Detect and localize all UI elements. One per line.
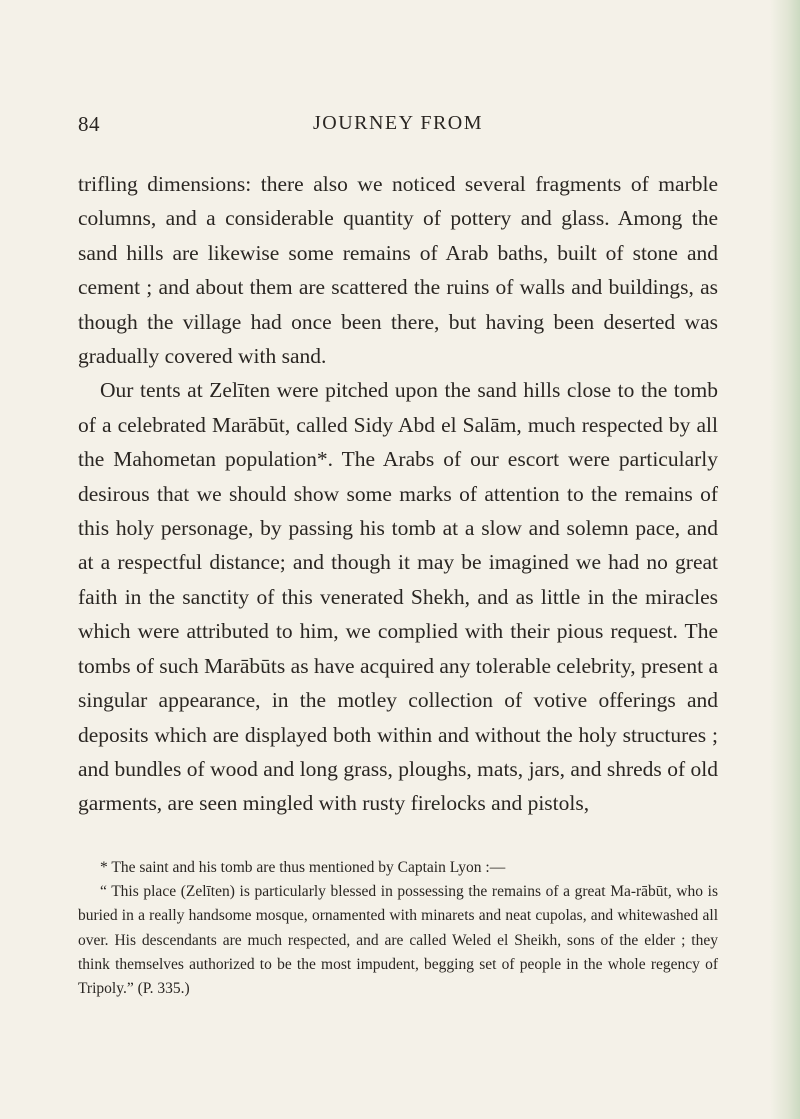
- paragraph-continued: trifling dimensions: there also we noticed several fragments of marble columns, and a considerable quantity of pottery and glass. Among the sand hills are likewise some remains of Arab baths, built of stone and cement ; and about them are scattered the ruins of walls and buildings, as though the village had once been there, but having been deserted was gradually covered with sand.: [78, 172, 718, 369]
- running-title: JOURNEY FROM: [312, 112, 484, 134]
- footnote-quote: “ This place (Zelīten) is particularly blessed in possessing the remains of a great Ma-rābūt, who is buried in a really handsome mosque, ornamented with minarets and neat cupolas, and whitewashed all over. His descendants are much respected, and are called Weled el Sheikh, sons of the elder ; they think themselves authorized to be the most impudent, begging set of people in the whole regency of Tripoly.” (P. 335.): [78, 883, 718, 998]
- page-number: 84: [78, 112, 100, 136]
- running-head: [78, 112, 718, 142]
- footnote: [78, 856, 718, 1001]
- footnote-intro: * The saint and his tomb are thus mentioned by Captain Lyon :—: [100, 859, 506, 876]
- main-text: [78, 167, 718, 821]
- paragraph-zeliten-tents: Our tents at Zelīten were pitched upon the sand hills close to the tomb of a celebrated Marābūt, called Sidy Abd el Salām, much respected by all the Mahometan population*. The Arabs of our escort were particularly desirous that we should show some marks of attention to the remains of this holy personage, by passing his tomb at a slow and solemn pace, and at a respectful distance; and though it may be imagined we had no great faith in the sanctity of this venerated Shekh, and as little in the miracles which were attributed to him, we complied with their pious request. The tombs of such Marābūts as have acquired any tolerable celebrity, present a singular appearance, in the motley collection of votive offerings and deposits which are displayed both within and without the holy structures ; and bundles of wood and long grass, ploughs, mats, jars, and shreds of old garments, are seen mingled with rusty firelocks and pistols,: [78, 378, 718, 816]
- page-edge-discoloration: [770, 0, 800, 1119]
